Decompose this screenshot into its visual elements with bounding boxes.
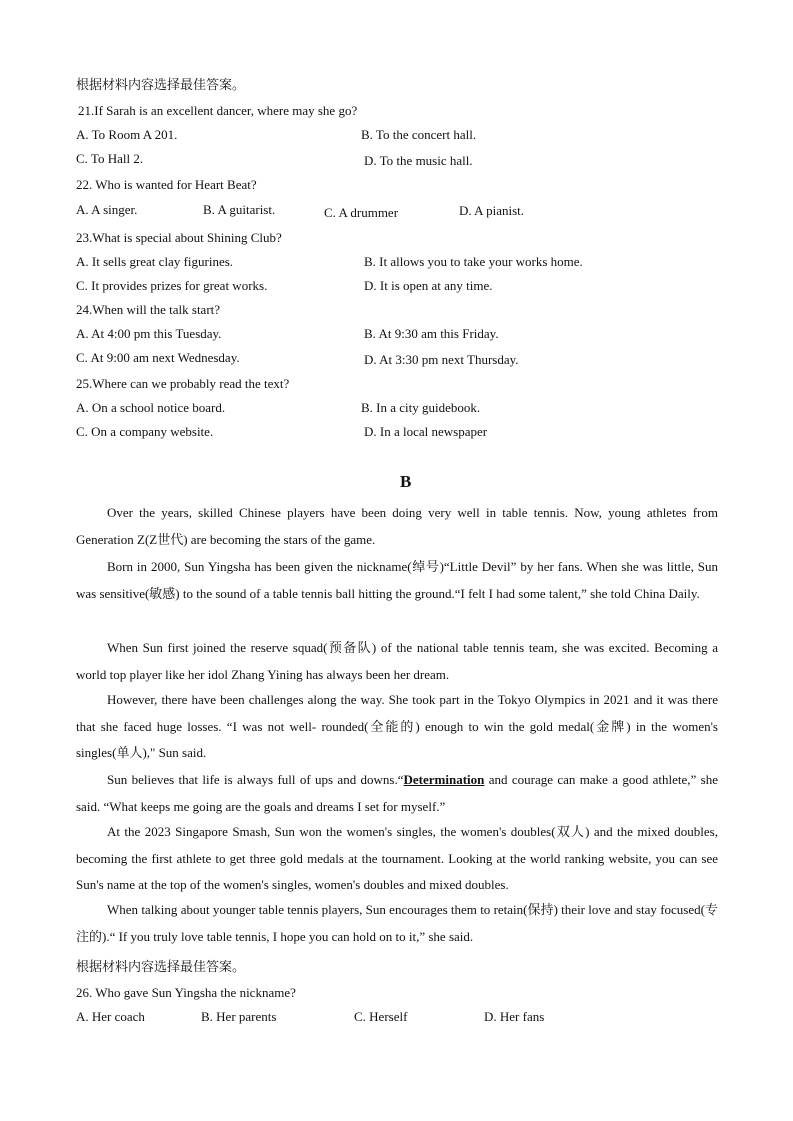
section-heading: B bbox=[400, 472, 412, 491]
option-a: A. Her coach bbox=[76, 1009, 145, 1024]
question-text: 22. Who is wanted for Heart Beat? bbox=[76, 177, 257, 192]
question-text: 25.Where can we probably read the text? bbox=[76, 376, 290, 391]
passage-paragraph-6: At the 2023 Singapore Smash, Sun won the women's singles, the women's doubles(双人) and the mixed doubles, becoming the first athlete to get three gold medals at the tournament. Looking at the world ranking website, you can see Sun's name at the top of the women's singles, women's doubles and mixed doubles. bbox=[76, 824, 718, 892]
option-d: D. Her fans bbox=[484, 1009, 545, 1024]
option-b: B. Her parents bbox=[201, 1009, 277, 1024]
option-b: B. At 9:30 am this Friday. bbox=[364, 326, 499, 341]
question-text: 23.What is special about Shining Club? bbox=[76, 230, 282, 245]
option-c: C. Herself bbox=[354, 1009, 408, 1024]
option-b: B. In a city guidebook. bbox=[361, 400, 481, 415]
passage-paragraph-1: Over the years, skilled Chinese players have been doing very well in table tennis. Now, young athletes from Generation Z(Z世代) are becoming the stars of the game. bbox=[76, 505, 718, 547]
passage-paragraph-4: However, there have been challenges along the way. She took part in the Tokyo Olympics in 2021 and it was there that she faced huge losses. “I was not well- rounded(全能的) enough to win the gold medal(金牌) in the women's singles(单人)," Sun said. bbox=[76, 692, 718, 760]
passage-paragraph-2: Born in 2000, Sun Yingsha has been given the nickname(绰号)“Little Devil” by her fans. When she was little, Sun was sensitive(敏感) to the sound of a table tennis ball hitting the ground.“I felt I had some talent,” she told China Daily. bbox=[76, 559, 718, 601]
passage-paragraph-3: When Sun first joined the reserve squad(预备队) of the national table tennis team, she was excited. Becoming a world top player like her idol Zhang Yining has always been her dream. bbox=[76, 640, 718, 682]
question-text: 24.When will the talk start? bbox=[76, 302, 221, 317]
passage-paragraph-5 bbox=[76, 767, 718, 820]
question-text: 21.If Sarah is an excellent dancer, where may she go? bbox=[78, 103, 358, 118]
paragraph-text: and courage can make a good athlete,” she said. “What keeps me going are the goals and dreams I set for myself.” bbox=[76, 772, 718, 814]
option-a: A. To Room A 201. bbox=[76, 127, 178, 142]
option-b: B. To the concert hall. bbox=[361, 127, 477, 142]
option-c: C. To Hall 2. bbox=[76, 151, 144, 166]
underlined-word: Determination bbox=[403, 772, 485, 787]
option-d: D. It is open at any time. bbox=[364, 278, 493, 293]
option-a: A. A singer. bbox=[76, 202, 138, 217]
instruction-text: 根据材料内容选择最佳答案。 bbox=[76, 78, 246, 93]
option-c: C. A drummer bbox=[324, 205, 399, 220]
option-a: A. It sells great clay figurines. bbox=[76, 254, 234, 269]
option-d: D. To the music hall. bbox=[364, 153, 473, 168]
option-a: A. On a school notice board. bbox=[76, 400, 226, 415]
paragraph-text: Sun believes that life is always full of ups and downs.“ bbox=[107, 772, 404, 787]
option-b: B. A guitarist. bbox=[203, 202, 276, 217]
option-a: A. At 4:00 pm this Tuesday. bbox=[76, 326, 222, 341]
question-text: 26. Who gave Sun Yingsha the nickname? bbox=[76, 985, 296, 1000]
option-d: D. A pianist. bbox=[459, 203, 525, 218]
option-b: B. It allows you to take your works home. bbox=[364, 254, 583, 269]
instruction-text: 根据材料内容选择最佳答案。 bbox=[76, 960, 246, 975]
passage-paragraph-7: When talking about younger table tennis players, Sun encourages them to retain(保持) their love and stay focused(专注的).“ If you truly love table tennis, I hope you can hold on to it,” she said. bbox=[76, 902, 718, 944]
option-c: C. On a company website. bbox=[76, 424, 214, 439]
option-c: C. At 9:00 am next Wednesday. bbox=[76, 350, 240, 365]
option-d: D. At 3:30 pm next Thursday. bbox=[364, 352, 519, 367]
option-d: D. In a local newspaper bbox=[364, 424, 488, 439]
option-c: C. It provides prizes for great works. bbox=[76, 278, 268, 293]
